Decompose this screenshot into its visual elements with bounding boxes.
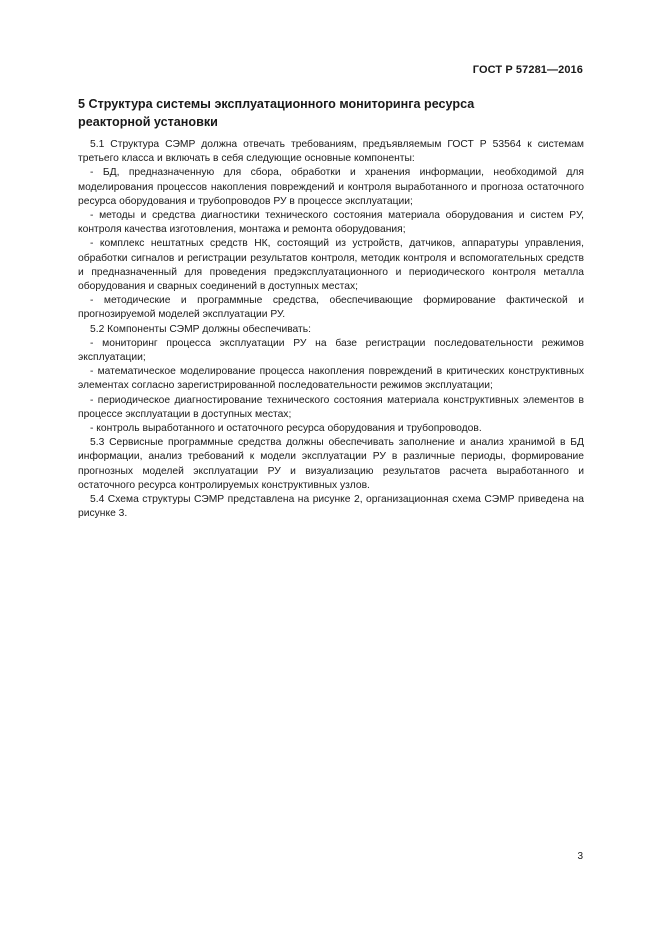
- page-number: 3: [577, 851, 583, 862]
- list-item-resource-control: - контроль выработанного и остаточного ресурса оборудования и трубопроводов.: [90, 423, 482, 435]
- list-item-monitoring: - мониторинг процесса эксплуатации РУ на базе регистрации последовательности режимов эксплуатации;: [78, 337, 584, 364]
- list-item-periodic-diagnostics: - периодическое диагностирование технического состояния материала конструктивных элементов в процессе эксплуатации в доступных местах;: [78, 394, 584, 420]
- paragraph-5-2: 5.2 Компоненты СЭМР должны обеспечивать:: [90, 323, 311, 335]
- list-item-modeling: - математическое моделирование процесса накопления повреждений в критических конструктивных элементах согласно зарегистрированной последовательности режимов эксплуатации;: [78, 366, 584, 392]
- paragraph-5-4: 5.4 Схема структуры СЭМР представлена на рисунке 2, организационная схема СЭМР приведена на рисунке 3.: [78, 494, 584, 520]
- paragraph-5-1: 5.1 Структура СЭМР должна отвечать требованиям, предъявляемым ГОСТ Р 53564 к системам третьего класса и включать в себя следующие основные компоненты:: [78, 139, 584, 165]
- list-item-db: - БД, предназначенную для сбора, обработки и хранения информации, необходимой для моделирования процессов накопления повреждений и контроля выработанного и прогноза остаточного ресурса оборудования и трубопроводов РУ в процессе эксплуатации;: [78, 167, 584, 207]
- list-item-diagnostics: - методы и средства диагностики технического состояния материала оборудования и систем РУ, контроля качества изготовления, монтажа и ремонта оборудования;: [78, 210, 584, 236]
- paragraph-5-3: 5.3 Сервисные программные средства должны обеспечивать заполнение и анализ хранимой в БД информации, анализ требований к модели эксплуатации РУ в различные периоды, формирование прогнозных моделей эксплуатации РУ и визуализацию результатов расчета выработанного и остаточного ресурса контролируемых конструктивных узлов.: [78, 437, 584, 491]
- document-id-header: ГОСТ Р 57281—2016: [472, 64, 583, 76]
- list-item-ndt-complex: - комплекс нештатных средств НК, состоящий из устройств, датчиков, аппаратуры управления, обработки сигналов и регистрации результатов контроля, методик контроля и вспомогательных средств и предназначенный для проведения предэксплуатационного и периодического контроля металла оборудования и сварных соединений в доступных местах;: [78, 238, 584, 293]
- list-item-software: - методические и программные средства, обеспечивающие формирование фактической и прогнозируемой моделей эксплуатации РУ.: [78, 295, 584, 321]
- section-title: 5 Структура системы эксплуатационного мониторинга ресурса реакторной установки: [78, 97, 475, 129]
- section-body: [78, 138, 584, 521]
